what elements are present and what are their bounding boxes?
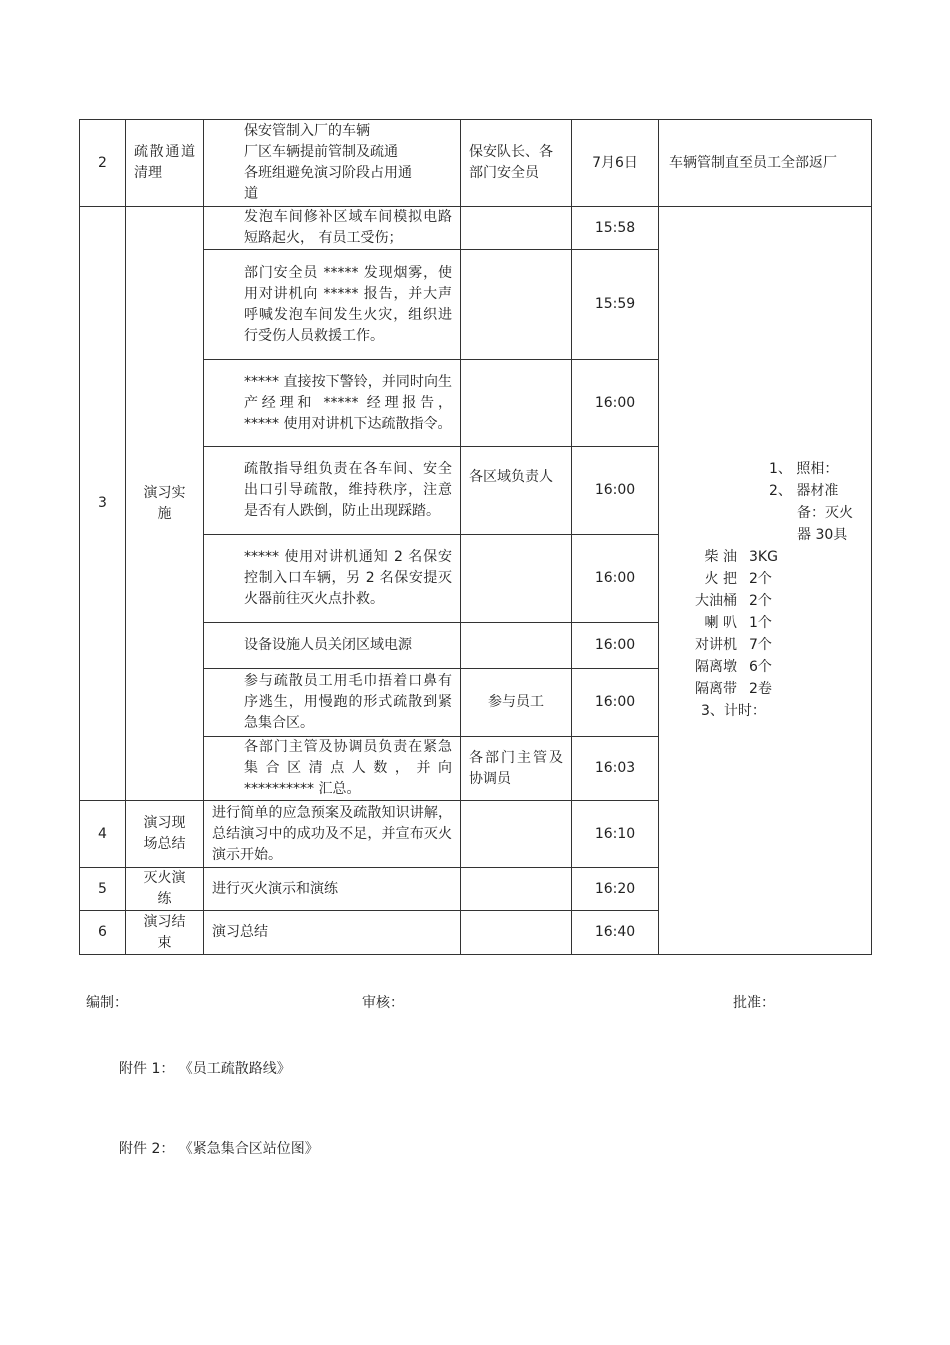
step-time: 16:00 xyxy=(572,447,659,535)
step-responsible: 各部门主管及协调员 xyxy=(461,737,572,801)
stage-cell: 演习现场总结 xyxy=(126,801,204,868)
table-row xyxy=(80,207,872,250)
material-row: 喇 叭 1个 xyxy=(704,614,772,631)
material-item-3: 3、计时： xyxy=(701,702,766,719)
content-cell: 进行简单的应急预案及疏散知识讲解， 总结演习中的成功及不足，并宣布灭火演示开始。 xyxy=(204,801,461,868)
step-responsible xyxy=(461,250,572,360)
material-item-2-tail: 备：灭火器 30具 xyxy=(797,504,853,543)
content-line: 道 xyxy=(244,186,258,202)
material-row: 隔离带 2卷 xyxy=(695,680,772,697)
step-responsible xyxy=(461,207,572,250)
step-time: 16:00 xyxy=(572,669,659,737)
content-cell: 演习总结 xyxy=(204,911,461,955)
responsible-cell xyxy=(461,801,572,868)
row-number: 6 xyxy=(80,911,126,955)
material-row: 隔离墩 6个 xyxy=(695,658,772,675)
attachment-2: 附件 2： 《紧急集合区站位图》 xyxy=(119,1141,319,1157)
materials-cell xyxy=(659,207,872,955)
content-line: 厂区车辆提前管制及疏通 xyxy=(244,144,398,160)
step-content: 发泡车间修补区域车间模拟电路短路起火， 有员工受伤； xyxy=(204,207,461,250)
step-responsible xyxy=(461,623,572,669)
time-cell: 7月6日 xyxy=(572,120,659,207)
stage-cell: 演习结束 xyxy=(126,911,204,955)
step-responsible: 参与员工 xyxy=(461,669,572,737)
stage-cell: 疏散通道清理 xyxy=(126,120,204,207)
stage-cell: 灭火演练 xyxy=(126,868,204,911)
responsible-cell xyxy=(461,868,572,911)
step-time: 16:00 xyxy=(572,623,659,669)
step-content: 各部门主管及协调员负责在紧急集合区清点人数，并向 ********** 汇总。 xyxy=(204,737,461,801)
approved-by-label: 批准： xyxy=(733,995,775,1011)
step-time: 15:59 xyxy=(572,250,659,360)
step-content: 参与疏散员工用毛巾捂着口鼻有序逃生，用慢跑的形式疏散到紧急集合区。 xyxy=(204,669,461,737)
material-item-1: 1、 照相： xyxy=(769,460,839,477)
step-time: 16:00 xyxy=(572,535,659,623)
step-time: 16:03 xyxy=(572,737,659,801)
material-row: 火 把 2个 xyxy=(704,570,772,587)
content-line: 各班组避免演习阶段占用通 xyxy=(244,165,412,181)
time-cell: 16:40 xyxy=(572,911,659,955)
responsible-cell: 保安队长、各部门安全员 xyxy=(461,120,572,207)
time-cell: 16:20 xyxy=(572,868,659,911)
step-content: 疏散指导组负责在各车间、安全出口引导疏散，维持秩序，注意是否有人跌倒，防止出现踩踏。 xyxy=(204,447,461,535)
responsible-cell xyxy=(461,911,572,955)
material-row: 大油桶 2个 xyxy=(695,592,772,609)
row-number: 3 xyxy=(80,207,126,801)
material-row: 对讲机 7个 xyxy=(695,636,772,653)
step-content: ***** 直接按下警铃，并同时向生产经理和 ***** 经理报告， ***** 使用对讲机下达疏散指令。 xyxy=(204,360,461,447)
step-responsible xyxy=(461,535,572,623)
material-row: 柴 油 3KG xyxy=(704,548,778,565)
time-cell: 16:10 xyxy=(572,801,659,868)
row-number: 2 xyxy=(80,120,126,207)
content-cell: 进行灭火演示和演练 xyxy=(204,868,461,911)
table-row xyxy=(80,120,872,207)
note-cell: 车辆管制直至员工全部返厂 xyxy=(659,120,872,207)
row-number: 4 xyxy=(80,801,126,868)
step-time: 15:58 xyxy=(572,207,659,250)
step-content: ***** 使用对讲机通知 2 名保安控制入口车辆，另 2 名保安提灭火器前往灭火点扑救。 xyxy=(204,535,461,623)
step-content: 部门安全员 ***** 发现烟雾，使用对讲机向 ***** 报告，并大声呼喊发泡车间发生火灾，组织进行受伤人员救援工作。 xyxy=(204,250,461,360)
step-responsible xyxy=(461,360,572,447)
attachment-1: 附件 1： 《员工疏散路线》 xyxy=(119,1061,291,1077)
stage-cell: 演习实施 xyxy=(126,207,204,801)
step-time: 16:00 xyxy=(572,360,659,447)
reviewed-by-label: 审核： xyxy=(362,995,404,1011)
drill-plan-table xyxy=(79,119,872,955)
step-content: 设备设施人员关闭区域电源 xyxy=(204,623,461,669)
prepared-by-label: 编制： xyxy=(86,995,128,1011)
content-line: 保安管制入厂的车辆 xyxy=(244,123,370,139)
material-item-2-head: 2、 器材准 xyxy=(769,482,839,499)
content-cell xyxy=(204,120,461,207)
row-number: 5 xyxy=(80,868,126,911)
step-responsible: 各区域负责人 xyxy=(461,447,572,535)
